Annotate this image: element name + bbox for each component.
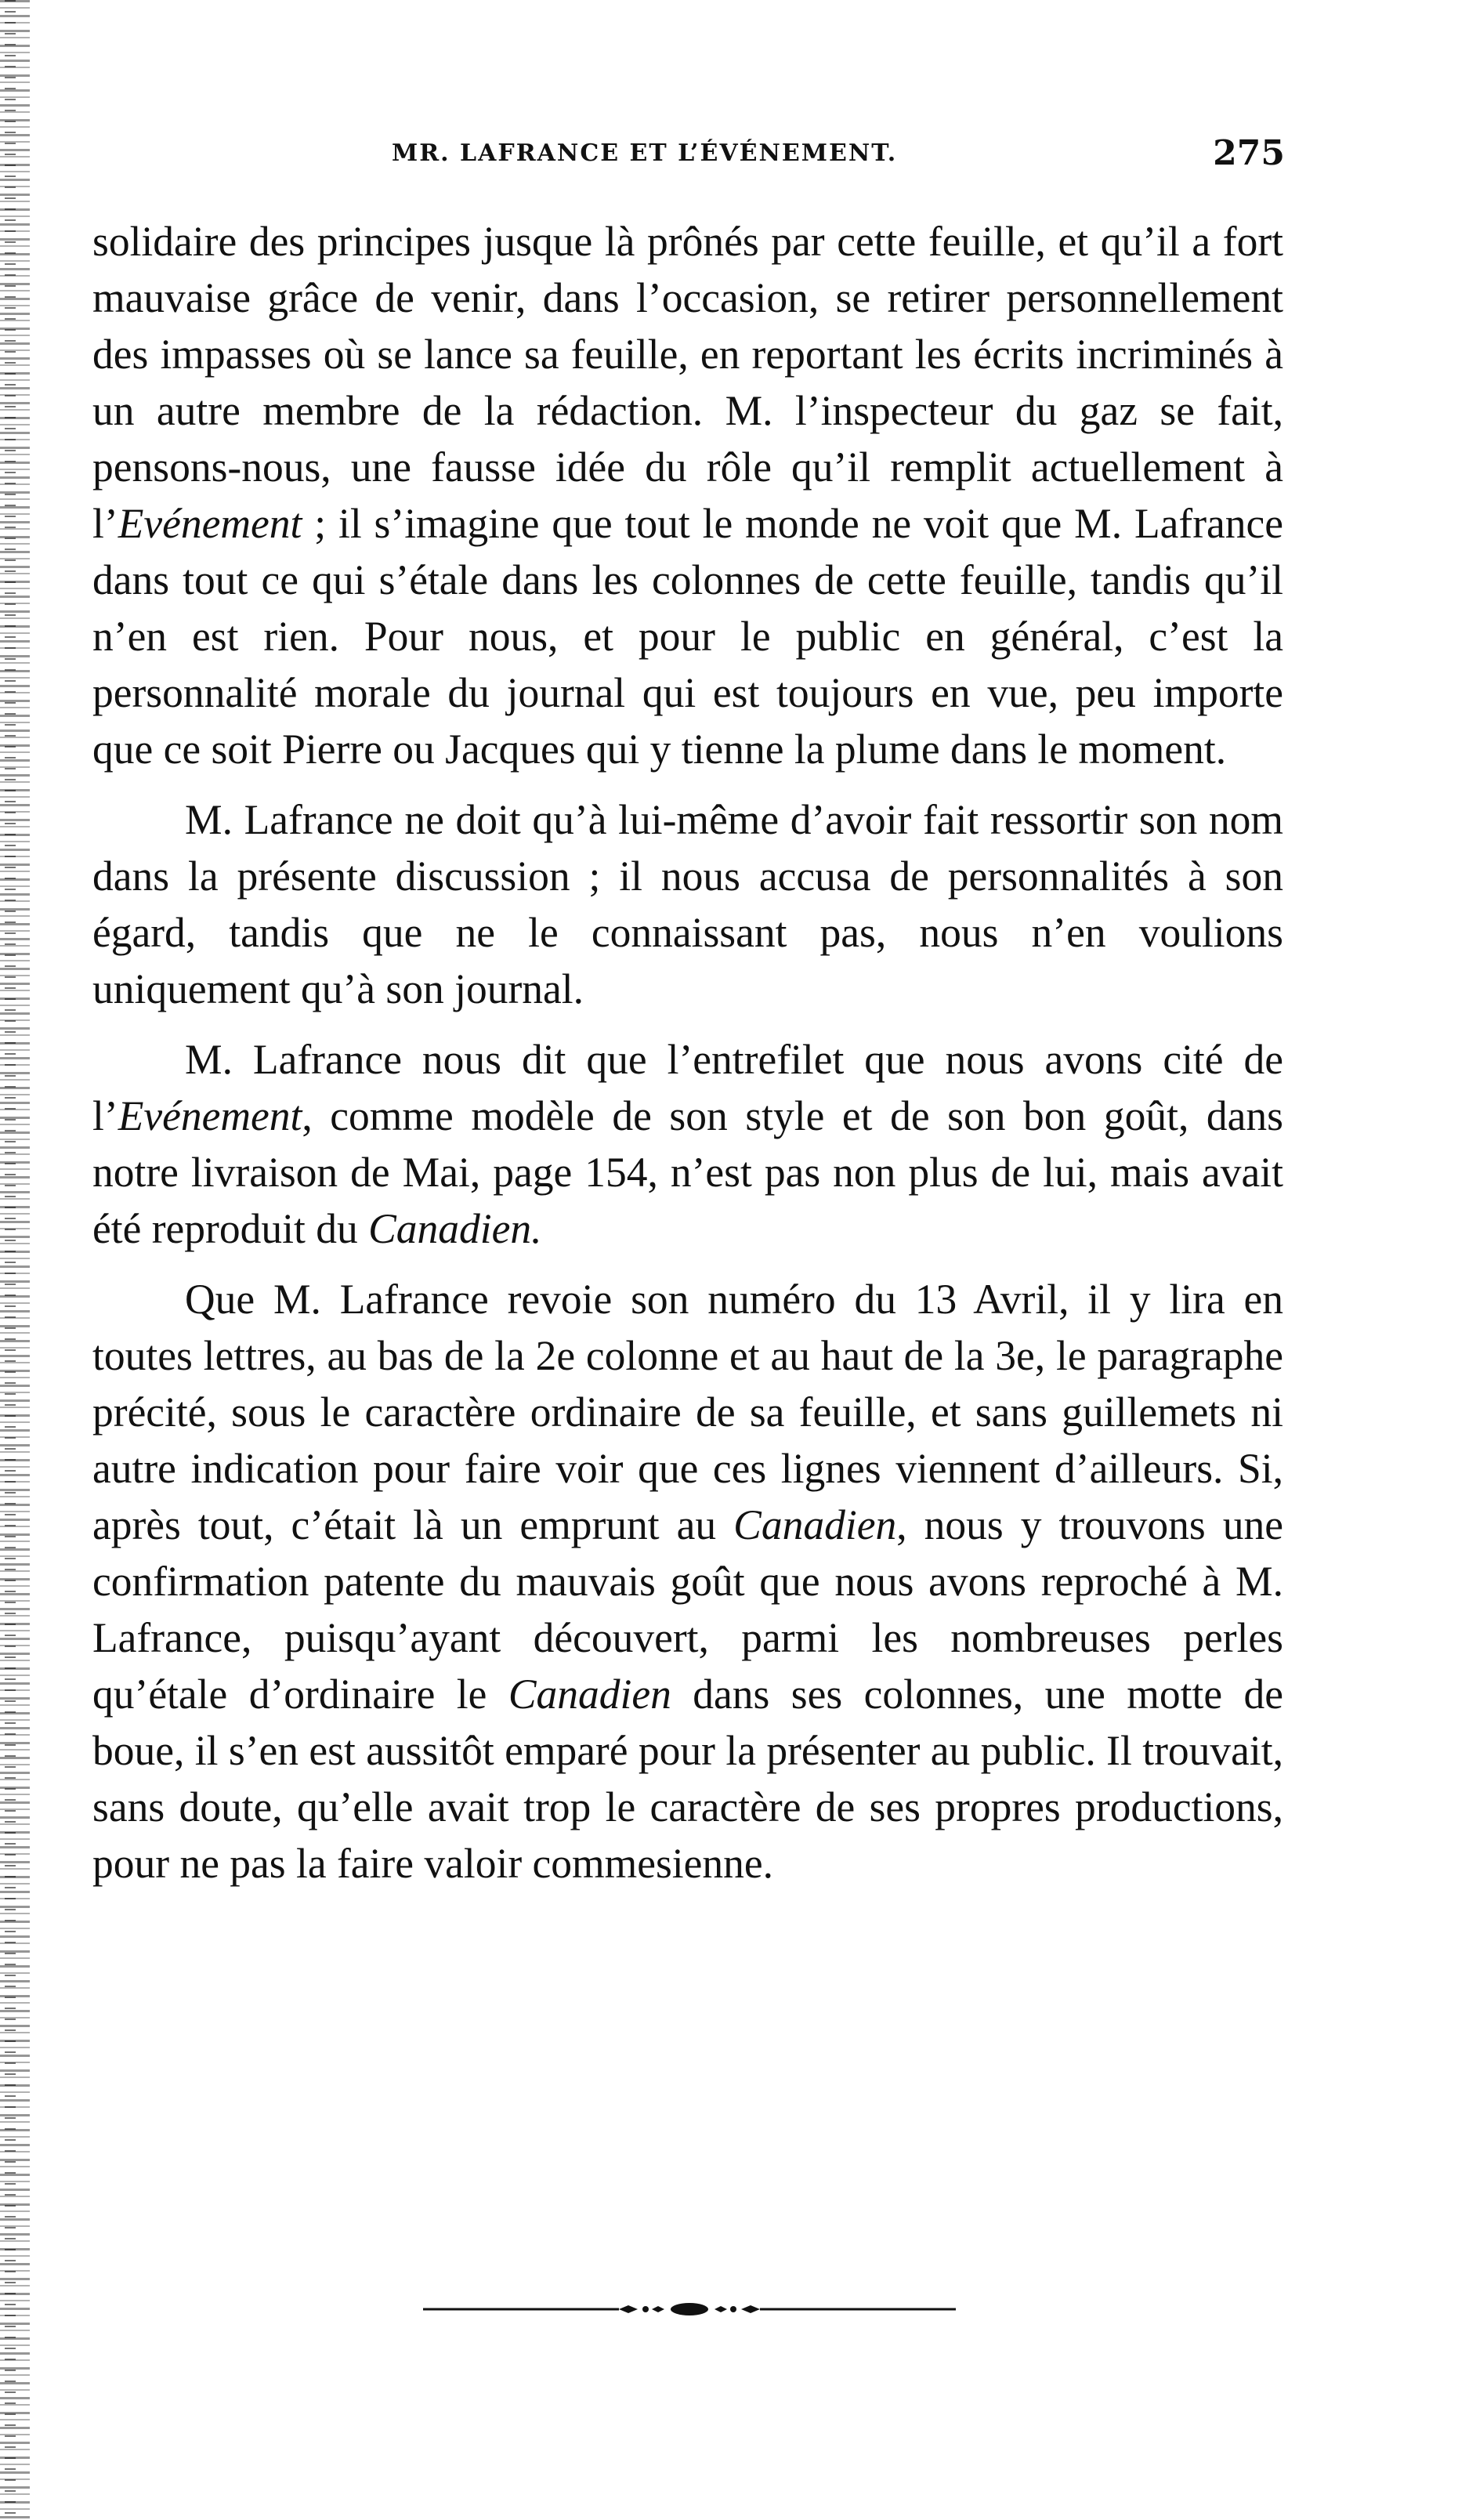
italic-run: Evénement — [118, 500, 302, 547]
running-title: MR. LAFRANCE ET L’ÉVÉNEMENT. — [392, 139, 898, 167]
text-run: Que M. Lafrance revoie son numéro du 13 Avril, il y lira en toutes lettres, au bas de la 2e colonne et au haut de la 3e, le paragraphe précité, sous le caractère ordinaire de sa feuille, et sans guillemets ni autre indication pour faire voir que ces lignes viennent d’ailleurs. Si, après tout, c’était là un emprunt au — [92, 1276, 1283, 1548]
scan-edge-marks — [5, 0, 16, 2520]
text-run: ; il s’imagine que tout le monde ne voit que M. Lafrance dans tout ce qui s’étale dans les colonnes de cette feuille, tandis qu’il n’en est rien. Pour nous, et pour le public en général, c’est la personnalité morale du journal qui est toujours en vue, peu importe que ce soit Pierre ou Jacques qui y tienne la plume dans le moment. — [92, 500, 1283, 773]
text-run: dans ses colonnes, une motte de boue, il s’en est aussitôt emparé pour la présenter au public. Il trouvait, sans doute, qu’elle avait trop le caractère de ses propres productions, pour ne pas la faire valoir commesienne. — [92, 1671, 1283, 1887]
paragraph-2 — [92, 791, 1283, 1017]
paragraph-3 — [92, 1031, 1283, 1257]
italic-run: Canadien — [733, 1501, 897, 1548]
body-text — [92, 213, 1283, 1892]
text-run: , nous y trouvons une confirmation patente du mauvais goût que nous avons reproché à M. Lafrance, puisqu’ayant découvert, parmi les nombreuses perles qu’étale d’ordinaire le — [92, 1501, 1283, 1718]
end-ornament-icon — [423, 2297, 956, 2321]
text-run: solidaire des principes jusque là prônés par cette feuille, et qu’il a fort mauvaise grâce de venir, dans l’occasion, se retirer personnellement des impasses où se lance sa feuille, en reportant les écrits incriminés à un autre membre de la rédaction. M. l’inspecteur du gaz se fait, pensons-nous, une fausse idée du rôle qu’il remplit actuellement à l’ — [92, 218, 1283, 547]
page-header — [392, 133, 1285, 180]
page-number: 275 — [1213, 133, 1285, 173]
italic-run: Evénement — [118, 1092, 302, 1139]
italic-run: Canadien — [508, 1671, 671, 1718]
paragraph-1 — [92, 213, 1283, 777]
text-run: M. Lafrance ne doit qu’à lui-même d’avoir fait ressortir son nom dans la présente discussion ; il nous accusa de personnalités à son égard, tandis que ne le connaissant pas, nous n’en voulions uniquement qu’à son journal. — [92, 796, 1283, 1012]
italic-run: Canadien. — [368, 1205, 542, 1252]
paragraph-4 — [92, 1271, 1283, 1892]
text-run: M. Lafrance nous dit que l’entrefilet que nous avons cité de l’ — [92, 1036, 1283, 1139]
text-run: , comme modèle de son style et de son bon goût, dans notre livraison de Mai, page 154, n’est pas non plus de lui, mais avait été reproduit du — [92, 1092, 1283, 1252]
